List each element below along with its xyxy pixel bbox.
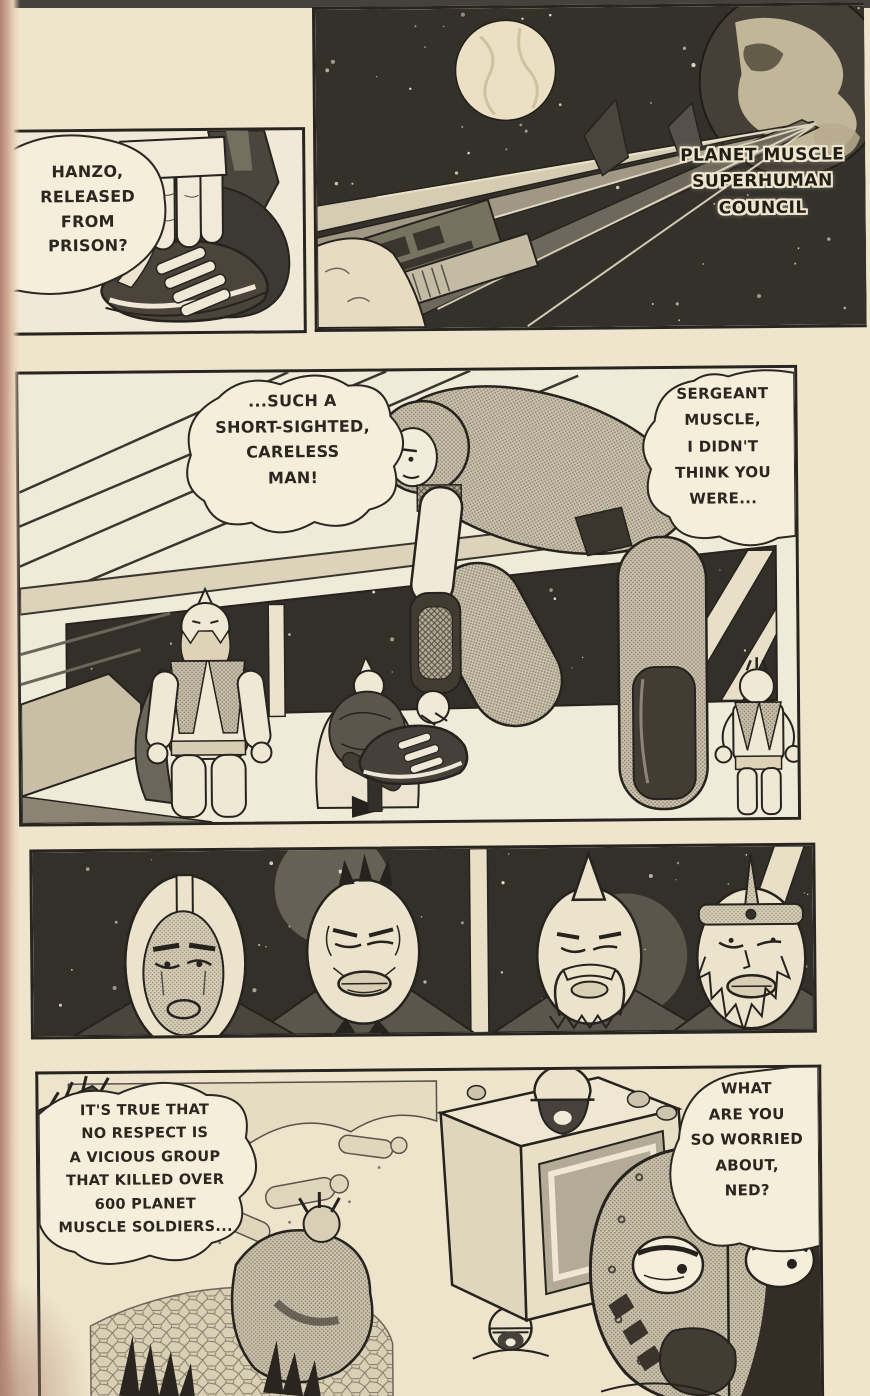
speech-bubble-worried-ned: WHAT ARE YOU SO WORRIED ABOUT, NED? <box>690 1079 804 1200</box>
speech-bubble-no-respect: IT'S TRUE THAT NO RESPECT IS A VICIOUS GROUP THAT KILLED OVER 600 PLANET MUSCLE SOLDIERS... <box>58 1101 233 1237</box>
caption-planet-muscle-council: PLANET MUSCLE SUPERHUMAN COUNCIL <box>680 144 845 219</box>
panel-council-faces <box>29 843 817 1040</box>
panel-space-station <box>312 2 867 332</box>
faces-artwork <box>32 846 814 1037</box>
speech-bubble-sergeant: SERGEANT MUSCLE, I DIDN'T THINK YOU WERE... <box>675 384 771 508</box>
speech-bubble-hanzo: HANZO, RELEASED FROM PRISON? <box>40 161 136 256</box>
panel-battlefield <box>35 1065 824 1396</box>
speech-bubble-careless: ...SUCH A SHORT-SIGHTED, CARELESS MAN! <box>215 390 371 488</box>
panel-council-hall <box>15 365 801 827</box>
panel-shoe <box>9 127 307 336</box>
